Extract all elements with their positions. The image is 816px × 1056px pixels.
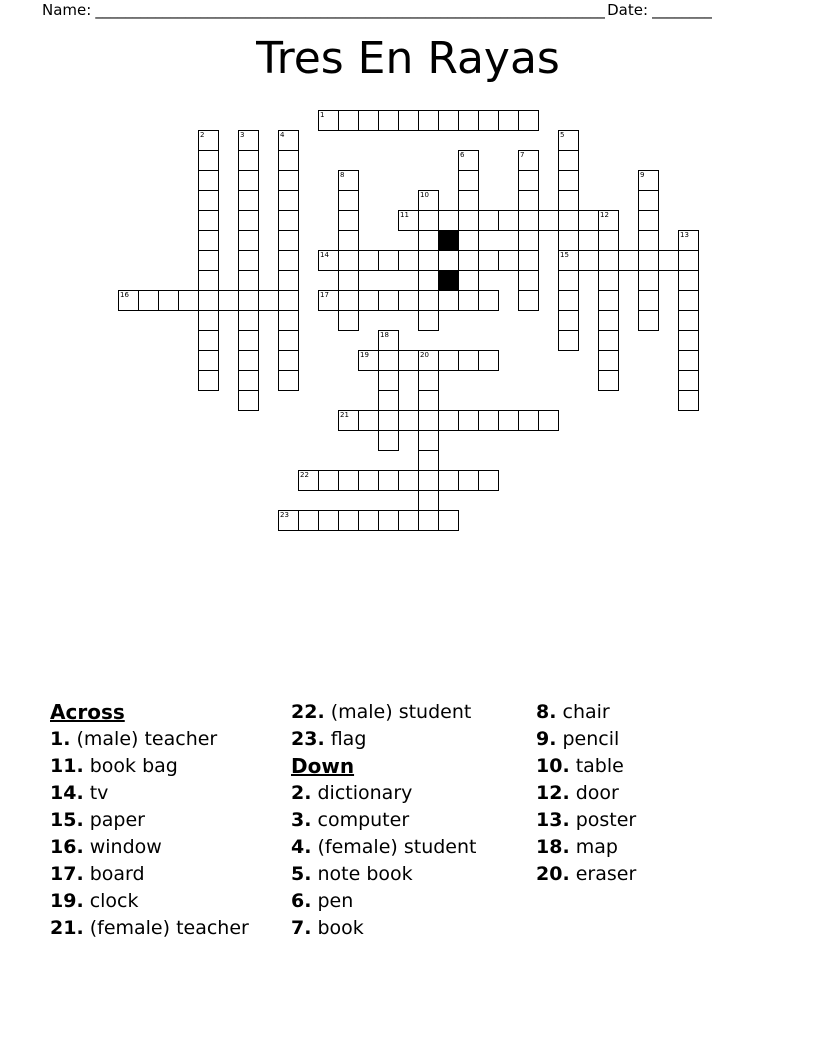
grid-clue-number: 1 [320,111,325,119]
answer-cell[interactable] [358,510,379,531]
clue-column-left [50,699,249,942]
answer-cell[interactable] [598,250,619,271]
clue-item [536,753,636,780]
answer-cell[interactable] [378,470,399,491]
answer-cell[interactable] [398,470,419,491]
answer-cell[interactable] [278,170,299,191]
clue-number: 18. [536,836,570,858]
answer-cell[interactable] [398,410,419,431]
clue-item [536,726,636,753]
name-label: Name: [42,1,92,19]
clue-item [291,861,477,888]
answer-cell[interactable] [558,250,579,271]
answer-cell[interactable] [178,290,199,311]
grid-clue-number: 17 [320,291,329,299]
clue-text: book bag [83,755,178,777]
answer-cell[interactable] [418,290,439,311]
answer-cell[interactable] [458,270,479,291]
answer-cell[interactable] [638,290,659,311]
answer-cell[interactable] [678,230,699,251]
clue-text: (female) teacher [83,917,249,939]
answer-cell[interactable] [238,290,259,311]
clue-item [536,699,636,726]
answer-cell[interactable] [658,250,679,271]
answer-cell[interactable] [418,110,439,131]
grid-clue-number: 18 [380,331,389,339]
grid-clue-number: 4 [280,131,285,139]
clue-text: table [569,755,624,777]
grid-clue-number: 3 [240,131,245,139]
answer-cell[interactable] [318,250,339,271]
answer-cell[interactable] [458,410,479,431]
answer-cell[interactable] [558,330,579,351]
clue-text: clock [83,890,139,912]
answer-cell[interactable] [358,350,379,371]
grid-clue-number: 6 [460,151,465,159]
grid-clue-number: 22 [300,471,309,479]
answer-cell[interactable] [318,470,339,491]
clue-item [536,834,636,861]
answer-cell[interactable] [518,150,539,171]
grid-clue-number: 10 [420,191,429,199]
clue-number: 2. [291,782,312,804]
answer-cell[interactable] [518,410,539,431]
clue-item [50,834,249,861]
answer-cell[interactable] [238,350,259,371]
clue-item [50,726,249,753]
answer-cell[interactable] [358,470,379,491]
answer-cell[interactable] [458,150,479,171]
answer-cell[interactable] [558,150,579,171]
answer-cell[interactable] [478,250,499,271]
answer-cell[interactable] [198,250,219,271]
clue-text: tv [83,782,109,804]
answer-cell[interactable] [338,230,359,251]
clue-column-middle [291,699,477,942]
answer-cell[interactable] [598,230,619,251]
answer-cell[interactable] [518,110,539,131]
answer-cell[interactable] [418,270,439,291]
answer-cell[interactable] [598,330,619,351]
answer-cell[interactable] [398,110,419,131]
clue-text: (male) student [324,701,472,723]
answer-cell[interactable] [198,130,219,151]
answer-cell[interactable] [398,210,419,231]
answer-cell[interactable] [678,310,699,331]
answer-cell[interactable] [238,370,259,391]
clue-number: 13. [536,809,570,831]
answer-cell[interactable] [518,250,539,271]
answer-cell[interactable] [278,510,299,531]
answer-cell[interactable] [478,350,499,371]
grid-clue-number: 8 [340,171,345,179]
answer-cell[interactable] [418,450,439,471]
answer-cell[interactable] [258,290,279,311]
answer-cell[interactable] [158,290,179,311]
answer-cell[interactable] [638,310,659,331]
answer-cell[interactable] [278,250,299,271]
answer-cell[interactable] [338,270,359,291]
answer-cell[interactable] [458,470,479,491]
date-blank-line: ________ [652,1,712,19]
answer-cell[interactable] [438,250,459,271]
clue-text: dictionary [311,782,413,804]
clue-text: poster [569,809,637,831]
answer-cell[interactable] [518,230,539,251]
clue-number: 16. [50,836,84,858]
answer-cell[interactable] [458,250,479,271]
answer-cell[interactable] [678,330,699,351]
answer-cell[interactable] [238,210,259,231]
answer-cell[interactable] [598,210,619,231]
answer-cell[interactable] [238,310,259,331]
clue-text: pen [311,890,354,912]
answer-cell[interactable] [598,270,619,291]
answer-cell[interactable] [558,290,579,311]
answer-cell[interactable] [238,330,259,351]
answer-cell[interactable] [678,290,699,311]
clue-text: note book [311,863,413,885]
clue-item [536,861,636,888]
clue-item [50,807,249,834]
answer-cell[interactable] [438,210,459,231]
answer-cell[interactable] [378,110,399,131]
answer-cell[interactable] [278,270,299,291]
clue-text: door [569,782,619,804]
grid-clue-number: 9 [640,171,645,179]
answer-cell[interactable] [338,310,359,331]
clue-item [291,807,477,834]
answer-cell[interactable] [198,350,219,371]
grid-clue-number: 13 [680,231,689,239]
answer-cell[interactable] [198,270,219,291]
answer-cell[interactable] [598,350,619,371]
answer-cell[interactable] [498,210,519,231]
clue-number: 20. [536,863,570,885]
grid-clue-number: 5 [560,131,565,139]
answer-cell[interactable] [338,510,359,531]
answer-cell[interactable] [278,350,299,371]
answer-cell[interactable] [458,110,479,131]
clue-text: (female) student [311,836,477,858]
clue-item [291,726,477,753]
clue-text: (male) teacher [70,728,218,750]
answer-cell[interactable] [598,370,619,391]
clue-number: 5. [291,863,312,885]
answer-cell[interactable] [678,250,699,271]
answer-cell[interactable] [478,110,499,131]
clue-number: 19. [50,890,84,912]
answer-cell[interactable] [558,310,579,331]
answer-cell[interactable] [418,370,439,391]
grid-clue-number: 14 [320,251,329,259]
answer-cell[interactable] [378,290,399,311]
clue-number: 3. [291,809,312,831]
answer-cell[interactable] [238,390,259,411]
answer-cell[interactable] [358,410,379,431]
answer-cell[interactable] [378,370,399,391]
answer-cell[interactable] [318,110,339,131]
answer-cell[interactable] [638,170,659,191]
answer-cell[interactable] [398,510,419,531]
answer-cell[interactable] [558,130,579,151]
clue-item [50,861,249,888]
answer-cell[interactable] [438,510,459,531]
answer-cell[interactable] [198,210,219,231]
answer-cell[interactable] [278,150,299,171]
clue-number: 7. [291,917,312,939]
answer-cell[interactable] [458,230,479,251]
clue-item [536,807,636,834]
answer-cell[interactable] [478,290,499,311]
clue-number: 22. [291,701,325,723]
answer-cell[interactable] [198,230,219,251]
answer-cell[interactable] [298,470,319,491]
answer-cell[interactable] [558,170,579,191]
answer-cell[interactable] [458,170,479,191]
answer-cell[interactable] [418,410,439,431]
clue-text: board [83,863,145,885]
answer-cell[interactable] [198,370,219,391]
answer-cell[interactable] [338,110,359,131]
answer-cell[interactable] [438,290,459,311]
answer-cell[interactable] [138,290,159,311]
answer-cell[interactable] [358,290,379,311]
clue-item [50,780,249,807]
answer-cell[interactable] [378,390,399,411]
answer-cell[interactable] [198,290,219,311]
answer-cell[interactable] [458,190,479,211]
answer-cell[interactable] [378,330,399,351]
clue-text: book [311,917,364,939]
grid-clue-number: 23 [280,511,289,519]
answer-cell[interactable] [638,210,659,231]
clue-item [536,780,636,807]
answer-cell[interactable] [518,170,539,191]
answer-cell[interactable] [418,250,439,271]
answer-cell[interactable] [398,350,419,371]
clue-number: 23. [291,728,325,750]
answer-cell[interactable] [598,290,619,311]
answer-cell[interactable] [478,410,499,431]
answer-cell[interactable] [398,290,419,311]
answer-cell[interactable] [338,170,359,191]
answer-cell[interactable] [538,210,559,231]
clue-item [291,888,477,915]
grid-clue-number: 7 [520,151,525,159]
answer-cell[interactable] [518,290,539,311]
answer-cell[interactable] [678,270,699,291]
grid-clue-number: 21 [340,411,349,419]
answer-cell[interactable] [418,510,439,531]
answer-cell[interactable] [458,290,479,311]
answer-cell[interactable] [238,270,259,291]
answer-cell[interactable] [558,230,579,251]
answer-cell[interactable] [278,210,299,231]
answer-cell[interactable] [198,330,219,351]
answer-cell[interactable] [238,190,259,211]
clue-number: 9. [536,728,557,750]
answer-cell[interactable] [558,270,579,291]
answer-cell[interactable] [438,410,459,431]
blocked-cell [438,270,459,291]
answer-cell[interactable] [118,290,139,311]
answer-cell[interactable] [378,250,399,271]
answer-cell[interactable] [558,190,579,211]
answer-cell[interactable] [538,410,559,431]
clue-section-heading: Across [50,700,125,724]
answer-cell[interactable] [198,190,219,211]
answer-cell[interactable] [478,210,499,231]
answer-cell[interactable] [338,290,359,311]
answer-cell[interactable] [398,250,419,271]
answer-cell[interactable] [418,230,439,251]
clue-item [291,915,477,942]
answer-cell[interactable] [578,250,599,271]
clue-item [291,699,477,726]
grid-clue-number: 15 [560,251,569,259]
answer-cell[interactable] [418,350,439,371]
clue-text: computer [311,809,410,831]
name-blank-line: ____________________________________________________________________ [95,1,606,19]
answer-cell[interactable] [418,390,439,411]
answer-cell[interactable] [438,350,459,371]
answer-cell[interactable] [458,350,479,371]
answer-cell[interactable] [338,410,359,431]
answer-cell[interactable] [378,410,399,431]
clue-number: 21. [50,917,84,939]
answer-cell[interactable] [578,210,599,231]
clue-number: 1. [50,728,71,750]
answer-cell[interactable] [198,150,219,171]
answer-cell[interactable] [338,190,359,211]
clue-text: chair [556,701,610,723]
clue-item [50,915,249,942]
answer-cell[interactable] [438,470,459,491]
answer-cell[interactable] [558,210,579,231]
answer-cell[interactable] [638,190,659,211]
answer-cell[interactable] [278,330,299,351]
answer-cell[interactable] [438,110,459,131]
blocked-cell [438,230,459,251]
answer-cell[interactable] [678,370,699,391]
clue-number: 15. [50,809,84,831]
answer-cell[interactable] [278,370,299,391]
answer-cell[interactable] [198,170,219,191]
answer-cell[interactable] [418,490,439,511]
clue-text: window [83,836,162,858]
answer-cell[interactable] [418,190,439,211]
answer-cell[interactable] [238,230,259,251]
answer-cell[interactable] [458,210,479,231]
clue-number: 11. [50,755,84,777]
clue-number: 8. [536,701,557,723]
answer-cell[interactable] [618,250,639,271]
answer-cell[interactable] [198,310,219,331]
answer-cell[interactable] [378,350,399,371]
clue-text: map [569,836,618,858]
answer-cell[interactable] [638,230,659,251]
answer-cell[interactable] [518,210,539,231]
answer-cell[interactable] [518,270,539,291]
answer-cell[interactable] [598,310,619,331]
answer-cell[interactable] [678,390,699,411]
answer-cell[interactable] [238,130,259,151]
answer-cell[interactable] [338,250,359,271]
clue-number: 12. [536,782,570,804]
answer-cell[interactable] [278,130,299,151]
clue-number: 4. [291,836,312,858]
answer-cell[interactable] [418,470,439,491]
answer-cell[interactable] [298,510,319,531]
clue-number: 6. [291,890,312,912]
clue-text: pencil [556,728,620,750]
grid-clue-number: 19 [360,351,369,359]
clue-item [291,834,477,861]
clue-column-right [536,699,636,888]
answer-cell[interactable] [518,190,539,211]
clue-number: 10. [536,755,570,777]
clue-item [291,780,477,807]
answer-cell[interactable] [498,110,519,131]
answer-cell[interactable] [638,270,659,291]
answer-cell[interactable] [678,350,699,371]
answer-cell[interactable] [278,230,299,251]
answer-cell[interactable] [338,470,359,491]
grid-clue-number: 2 [200,131,205,139]
answer-cell[interactable] [218,290,239,311]
answer-cell[interactable] [478,470,499,491]
answer-cell[interactable] [278,290,299,311]
clue-item [50,888,249,915]
answer-cell[interactable] [378,510,399,531]
clue-text: flag [324,728,367,750]
grid-clue-number: 11 [400,211,409,219]
clue-section-heading: Down [291,754,355,778]
clue-number: 14. [50,782,84,804]
answer-cell[interactable] [278,190,299,211]
answer-cell[interactable] [278,310,299,331]
clue-item [50,753,249,780]
answer-cell[interactable] [238,170,259,191]
answer-cell[interactable] [418,210,439,231]
answer-cell[interactable] [418,310,439,331]
puzzle-title: Tres En Rayas [256,33,560,84]
answer-cell[interactable] [418,430,439,451]
answer-cell[interactable] [358,110,379,131]
clue-number: 17. [50,863,84,885]
date-label: Date: [607,1,648,19]
answer-cell[interactable] [498,250,519,271]
answer-cell[interactable] [318,510,339,531]
grid-clue-number: 16 [120,291,129,299]
answer-cell[interactable] [338,210,359,231]
clue-text: paper [83,809,145,831]
answer-cell[interactable] [318,290,339,311]
answer-cell[interactable] [498,410,519,431]
answer-cell[interactable] [638,250,659,271]
grid-clue-number: 20 [420,351,429,359]
answer-cell[interactable] [238,150,259,171]
answer-cell[interactable] [358,250,379,271]
answer-cell[interactable] [378,430,399,451]
grid-clue-number: 12 [600,211,609,219]
answer-cell[interactable] [238,250,259,271]
clue-text: eraser [569,863,637,885]
